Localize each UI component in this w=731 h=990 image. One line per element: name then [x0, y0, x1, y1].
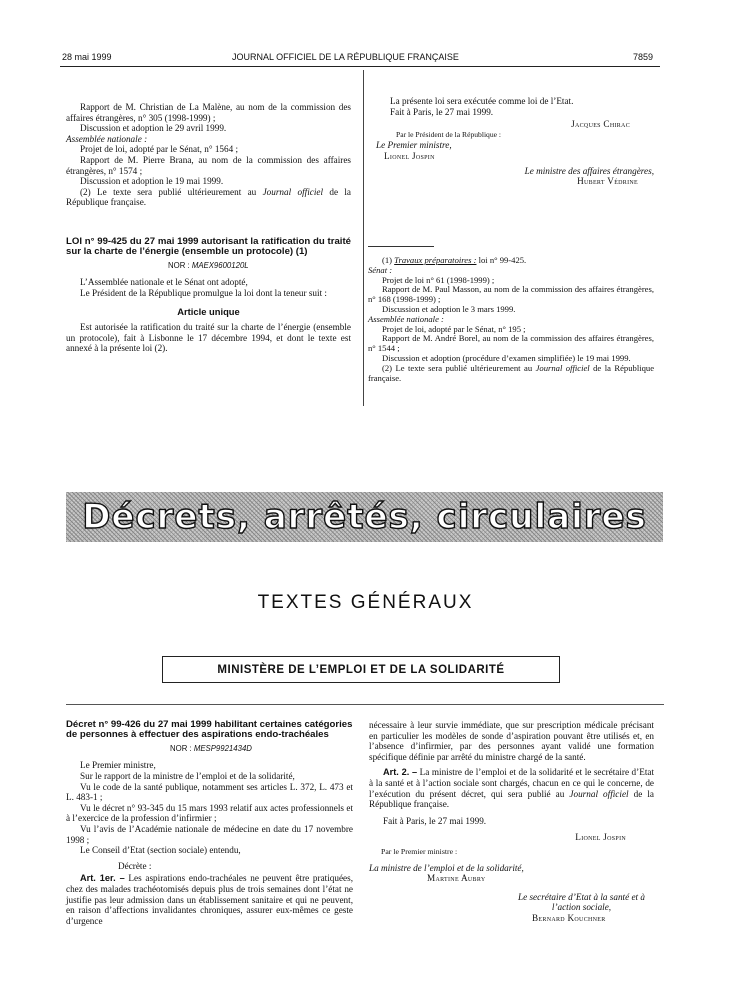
decree-preamble: Le Premier ministre,	[80, 760, 156, 771]
minister-role: Le ministre des affaires étrangères,	[524, 165, 654, 176]
footnote-line: Rapport de M. André Borel, au nom de la commission des affaires étrangères, n° 1544 ;	[368, 333, 654, 354]
law-promulgation: Le Président de la République promulgue la loi dont la teneur suit :	[80, 288, 327, 298]
article-2: Art. 2. – La ministre de l’emploi et de la solidarité et le secrétaire d’Etat à la santé et à l’action sociale sont chargés, chacun en ce qui le concerne, de l’exécution du présent décret, qui sera publié au Journal officiel de la République française.	[369, 767, 655, 810]
footnotes	[368, 256, 654, 383]
header-journal-title: JOURNAL OFFICIEL DE LA RÉPUBLIQUE FRANÇAISE	[232, 52, 459, 62]
article-heading: Article unique	[177, 305, 240, 317]
execution-line: La présente loi sera exécutée comme loi de l’Etat.	[390, 96, 574, 106]
header-page-number: 7859	[633, 52, 654, 62]
law-preamble: L’Assemblée nationale et le Sénat ont adopté,	[80, 277, 248, 288]
decree-visa: Vu le code de la santé publique, notamment ses articles L. 372, L. 473 et L. 483-1 ;	[66, 781, 353, 803]
decree-visa: Le Conseil d’Etat (section sociale) entendu,	[80, 845, 241, 856]
minister2-role: Le secrétaire d’Etat à la santé et à l’action sociale,	[518, 891, 645, 913]
decree-visa: Sur le rapport de la ministre de l’emploi et de la solidarité,	[80, 771, 295, 781]
discussion-line: Discussion et adoption le 29 avril 1999.	[80, 123, 227, 134]
header-date: 28 mai 1999	[62, 52, 112, 62]
signature-pm: Lionel Jospin	[575, 832, 626, 843]
decree-title: Décret n° 99-426 du 27 mai 1999 habilitant certaines catégories de personnes à effectuer des aspirations endo-trachéales	[66, 719, 353, 741]
publication-note: (2) Le texte sera publié ultérieurement au Journal officiel de la République française.	[66, 186, 351, 208]
section-banner	[66, 492, 663, 542]
report-line: Rapport de M. Pierre Brana, au nom de la commission des affaires étrangères, n° 1574 ;	[66, 154, 351, 176]
minister-name: Hubert Védrine	[577, 176, 638, 187]
footnote-rule	[368, 246, 434, 247]
right-column-top	[376, 96, 654, 187]
minister1-name: Martine Aubry	[427, 873, 486, 884]
footnote-1: (1) Travaux préparatoires : loi n° 99-425.	[382, 255, 527, 265]
assembly-heading: Assemblée nationale :	[368, 313, 444, 324]
discussion-line: Discussion et adoption le 19 mai 1999.	[80, 176, 224, 187]
footnote-line: Discussion et adoption le 3 mars 1999.	[382, 303, 516, 314]
article-1: Art. 1er. – Les aspirations endo-trachéales ne peuvent être pratiquées, chez des malades trachéotomisés depuis plus de trois semaines dont l’état ne justifie pas leur admission dans un établissement sanitaire et qui ne peuvent, en raison d’affections invalidantes chroniques, assurer eux-mêmes ce geste d’urgence	[66, 873, 353, 926]
decree-left-column	[66, 720, 353, 926]
banner-title: Décrets, arrêtés, circulaires	[82, 497, 647, 537]
left-column-top	[66, 102, 351, 208]
footnote-2: (2) Le texte sera publié ultérieurement au Journal officiel de la République française.	[368, 362, 655, 383]
pm-role: Le Premier ministre,	[376, 140, 452, 151]
bill-line: Projet de loi, adopté par le Sénat, n° 1564 ;	[80, 144, 239, 155]
footnote-line: Projet de loi, adopté par le Sénat, n° 195 ;	[382, 323, 526, 334]
article-1-continued: nécessaire à leur survie immédiate, que sur prescription médicale précisant en particulier les modèles de sonde d’aspiration pouvant être utilisés et, en l’absence d’infirmier, par des personnes ayant validé une formation spécifique définie par arrêté du ministre chargé de la santé.	[369, 720, 654, 762]
law-title: LOI n° 99-425 du 27 mai 1999 autorisant la ratification du traité sur la charte de l’énergie (ensemble un protocole) (1)	[66, 236, 351, 258]
assembly-heading: Assemblée nationale :	[66, 133, 148, 144]
decree-decrete: Décrète :	[118, 860, 152, 871]
footnote-line: Projet de loi n° 61 (1998-1999) ;	[382, 274, 495, 285]
column-divider	[363, 70, 364, 406]
footnote-line: Discussion et adoption (procédure d’examen simplifiée) le 19 mai 1999.	[382, 352, 631, 363]
article-text: Est autorisée la ratification du traité sur la charte de l’énergie (ensemble un protocole), fait à Lisbonne le 17 décembre 1994, et dont le texte est annexé à la présente loi (2).	[66, 322, 351, 354]
done-at-line: Fait à Paris, le 27 mai 1999.	[383, 815, 487, 826]
law-nor: NOR : MAEX9600120L	[168, 260, 249, 270]
section-title: TEXTES GÉNÉRAUX	[257, 592, 474, 613]
footnote-line: Rapport de M. Paul Masson, au nom de la commission des affaires étrangères, n° 168 (1998-1999) ;	[368, 284, 654, 305]
minister2-name: Bernard Kouchner	[532, 912, 606, 923]
header-rule	[60, 66, 660, 67]
senate-heading: Sénat :	[368, 264, 393, 275]
countersign-label: Par le Premier ministre :	[381, 846, 458, 856]
minister1-role: La ministre de l’emploi et de la solidarité,	[369, 862, 524, 873]
pm-name: Lionel Jospin	[384, 150, 435, 161]
done-at-line: Fait à Paris, le 27 mai 1999.	[390, 106, 494, 117]
decree-right-column	[369, 720, 654, 924]
law-block	[66, 237, 351, 354]
countersign-label: Par le Président de la République :	[396, 129, 502, 139]
ministry-box: MINISTÈRE DE L’EMPLOI ET DE LA SOLIDARITÉ	[162, 656, 560, 683]
decree-visa: Vu l’avis de l’Académie nationale de médecine en date du 17 novembre 1998 ;	[66, 823, 353, 845]
report-line: Rapport de M. Christian de La Malène, au nom de la commission des affaires étrangères, n° 305 (1998-1999) ;	[66, 102, 351, 123]
decree-visa: Vu le décret n° 93-345 du 15 mars 1993 relatif aux actes professionnels et à l’exercice de la profession d’infirmier ;	[66, 802, 353, 824]
section-rule	[66, 704, 664, 705]
decree-nor: NOR : MESP9921434D	[170, 743, 252, 753]
signature-president: Jacques Chirac	[571, 119, 630, 130]
